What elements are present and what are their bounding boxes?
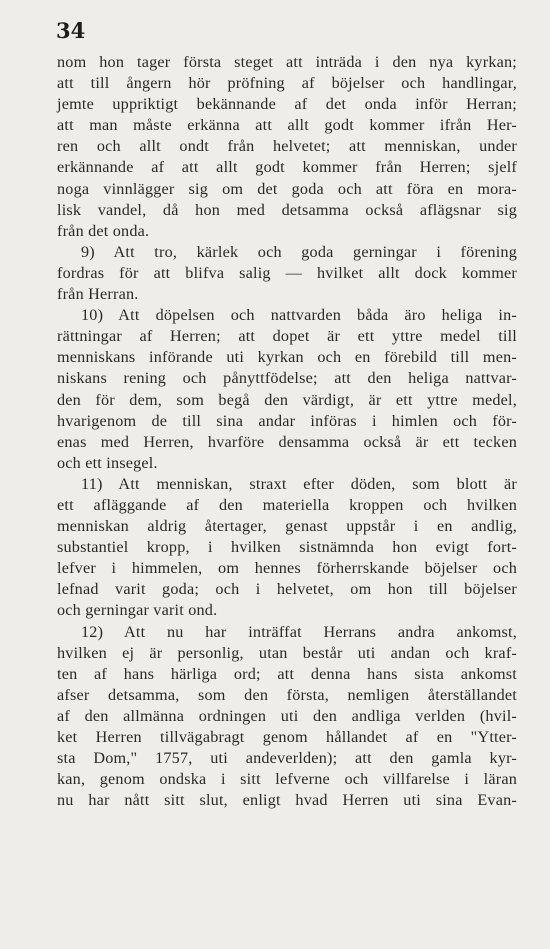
text-line: ten af hans härliga ord; att denna hans sista ankomst xyxy=(57,664,517,683)
text-line: niskans rening och pånyttfödelse; att den heliga nattvar- xyxy=(57,369,517,388)
text-line: ren och allt ondt från helvetet; att menniskan, under xyxy=(57,137,517,156)
text-line: 9) Att tro, kärlek och goda gerningar i förening xyxy=(81,242,517,261)
text-line: sta Dom," 1757, uti andeverlden); att den gamla kyr- xyxy=(57,749,517,768)
text-line: från Herran. xyxy=(57,285,139,304)
text-line: afser detsamma, som den första, nemligen återställandet xyxy=(57,685,517,704)
text-line: ett afläggande af den materiella kroppen och hvilken xyxy=(57,495,517,514)
text-line: lefver i himmelen, om hennes förherrskande böjelser och xyxy=(57,559,517,578)
text-line: 10) Att döpelsen och nattvarden båda äro heliga in- xyxy=(81,306,517,325)
text-line: menniskan aldrig återtager, genast uppstår i en andlig, xyxy=(57,517,517,536)
text-line: kan, genom ondska i sitt lefverne och villfarelse i läran xyxy=(57,770,517,789)
text-line: menniskans införande uti kyrkan och en förebild till men- xyxy=(57,348,517,367)
text-line: att man måste erkänna att allt godt kommer ifrån Her- xyxy=(57,116,517,135)
text-line: af den allmänna ordningen uti den andliga verlden (hvil- xyxy=(57,706,517,725)
page-number: 34 xyxy=(56,18,86,43)
text-line: den för dem, som begå den värdigt, är ett yttre medel, xyxy=(57,390,517,409)
text-line: enas med Herren, hvarföre densamma också är ett tecken xyxy=(57,432,517,451)
text-line: nom hon tager första steget att inträda i den nya kyrkan; xyxy=(57,53,517,71)
text-line: från det onda. xyxy=(57,221,150,240)
text-line: substantiel kropp, i hvilken sistnämnda hon evigt fort- xyxy=(57,538,517,557)
text-line: rättningar af Herren; att dopet är ett yttre medel till xyxy=(57,327,517,346)
text-line: och gerningar varit ond. xyxy=(57,601,218,620)
text-line: 11) Att menniskan, straxt efter döden, som blott är xyxy=(81,474,517,493)
text-line: noga vinnlägger sig om det goda och att föra en mora- xyxy=(57,179,517,198)
text-line: hvarigenom de till sina andar införas i himlen och för- xyxy=(57,411,517,430)
text-line: fordras för att blifva salig — hvilket allt dock kommer xyxy=(57,263,517,282)
text-line: jemte uppriktigt bekännande af det onda inför Herran; xyxy=(57,95,517,114)
text-line: nu har nått sitt slut, enligt hvad Herren uti sina Evan- xyxy=(57,791,517,810)
text-line: erkännande af att allt godt kommer från Herren; sjelf xyxy=(57,158,517,177)
text-line: och ett insegel. xyxy=(57,453,158,472)
body-text xyxy=(57,52,517,811)
text-line: ket Herren tillvägabragt genom hållandet af en "Ytter- xyxy=(57,728,517,746)
text-line: lisk vandel, då hon med detsamma också aflägsnar sig xyxy=(57,200,517,219)
text-line: att till ångern hör pröfning af böjelser och handlingar, xyxy=(57,74,517,93)
text-line: hvilken ej är personlig, utan består uti andan och kraf- xyxy=(57,643,517,662)
text-line: lefnad varit goda; och i helvetet, om hon till böjelser xyxy=(57,580,517,599)
text-line: 12) Att nu har inträffat Herrans andra ankomst, xyxy=(81,622,517,641)
